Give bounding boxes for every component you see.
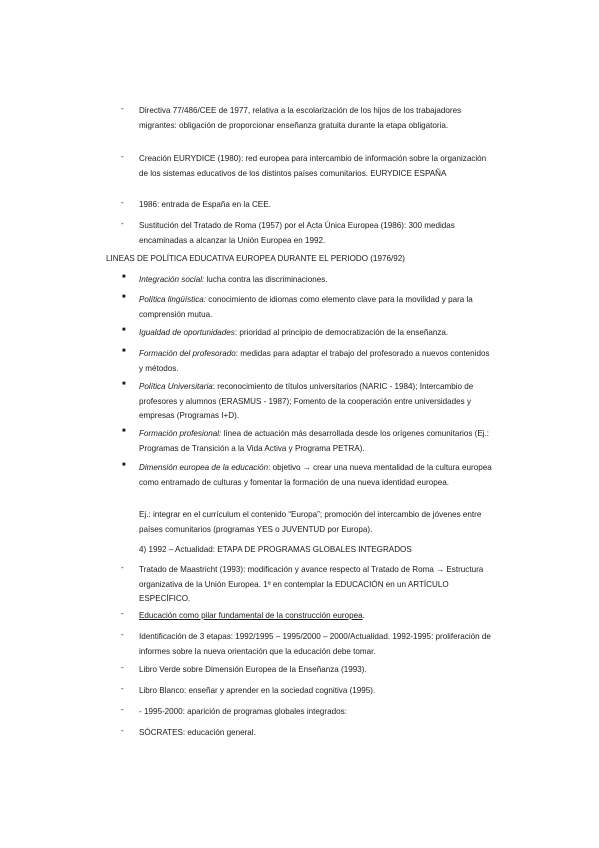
list-item — [106, 663, 492, 678]
list-item — [106, 630, 492, 659]
item-text: - 1995-2000: aparición de programas globales integrados: — [139, 707, 347, 716]
list-item — [106, 705, 492, 720]
dash-marker: - — [121, 705, 124, 714]
item-text — [139, 380, 492, 424]
list-item — [106, 609, 492, 624]
bullet-marker: ■ — [122, 294, 126, 300]
list-item — [106, 684, 492, 699]
item-lead: Formación del profesorado — [139, 349, 236, 358]
item-lead: Formación profesional: — [139, 429, 222, 438]
underlined-text: Educación como pilar fundamental de la construcción europea — [139, 611, 363, 620]
item-text — [139, 609, 492, 624]
list-item — [106, 726, 492, 741]
item-lead: Política lingüística: — [139, 295, 207, 304]
dash-marker: - — [121, 219, 124, 228]
item-text: SÓCRATES: educación general. — [139, 728, 256, 737]
list-item — [106, 347, 492, 376]
list-item — [106, 380, 492, 424]
item-rest: línea de actuación más desarrollada desde los orígenes comunitarios (Ej.: Programas de Transición a la Vida Activa y Programa PETRA). — [139, 429, 490, 453]
item-rest: lucha contra las discriminaciones. — [204, 275, 328, 284]
dash-marker: - — [121, 563, 124, 572]
list-item — [106, 461, 492, 490]
bullet-marker: ■ — [122, 381, 126, 387]
bullet-marker: ■ — [122, 274, 126, 280]
list-item — [106, 326, 492, 341]
bullet-marker: ■ — [122, 327, 126, 333]
item-text — [139, 461, 492, 490]
item-text: Creación EURYDICE (1980): red europea para intercambio de información sobre la organización de los sistemas educativos de los distintos países comunitarios. EURYDICE ESPAÑA — [139, 154, 487, 178]
dash-marker: - — [121, 630, 124, 639]
item-rest: : reconocimiento de títulos universitarios (NARIC - 1984); Intercambio de profesores y alumnos (ERASMUS - 1987); Fomento de la cooperación entre universidades y empresas (Programas I+D). — [139, 382, 474, 420]
item-text: Libro Blanco: enseñar y aprender en la sociedad cognitiva (1995). — [139, 686, 376, 695]
item-text: Libro Verde sobre Dimensión Europea de la Enseñanza (1993). — [139, 665, 367, 674]
item-lead: Política Universitaria — [139, 382, 213, 391]
list-item — [106, 273, 492, 288]
example-paragraph: Ej.: integrar en el currículum el contenido “Europa”; promoción del intercambio de jóvenes entre países comunitarios (programas YES o JUVENTUD por Europa). — [139, 510, 482, 534]
list-item — [106, 104, 492, 133]
item-rest: conocimiento de idiomas como elemento clave para la movilidad y para la comprensión mutua. — [139, 295, 473, 319]
item-text — [139, 293, 492, 322]
dash-marker: - — [121, 104, 124, 113]
dash-marker: - — [121, 609, 124, 618]
dash-marker: - — [121, 684, 124, 693]
bullet-marker: ■ — [122, 462, 126, 468]
item-rest: : medidas para adaptar el trabajo del profesorado a nuevos contenidos y métodos. — [139, 349, 490, 373]
list-item — [106, 219, 492, 248]
item-text: Sustitución del Tratado de Roma (1957) por el Acta Única Europea (1986): 300 medidas encaminadas a alcanzar la Unión Europea en 1992. — [139, 221, 455, 245]
list-item — [106, 563, 492, 607]
dash-marker: - — [121, 198, 124, 207]
item-lead: Integración social: — [139, 275, 205, 284]
item-lead: Igualdad de oportunidades — [139, 328, 235, 337]
bullet-marker: ■ — [122, 428, 126, 434]
trailing-period: . — [362, 611, 365, 620]
item-lead: Dimensión europea de la educación — [139, 463, 269, 472]
item-text — [139, 326, 492, 341]
item-rest: : prioridad al principio de democratización de la enseñanza. — [234, 328, 449, 337]
dash-marker: - — [121, 152, 124, 161]
item-text — [139, 273, 492, 288]
bullet-marker: ■ — [122, 348, 126, 354]
dash-marker: - — [121, 726, 124, 735]
list-item — [106, 152, 492, 181]
section-heading: LINEAS DE POLÍTICA EDUCATIVA EUROPEA DURANTE EL PERIODO (1976/92) — [106, 254, 405, 263]
list-item — [106, 198, 492, 213]
dash-marker: - — [121, 663, 124, 672]
item-text: Directiva 77/486/CEE de 1977, relativa a la escolarización de los hijos de los trabajadores migrantes: obligación de proporcionar enseñanza gratuita durante la etapa obligatoria. — [139, 106, 462, 130]
list-item — [106, 293, 492, 322]
item-text — [139, 347, 492, 376]
item-text: Tratado de Maastricht (1993): modificación y avance respecto al Tratado de Roma → Estructura organizativa de la Unión Europea. 1º en contemplar la EDUCACIÓN en un ARTÍCULO ESPECÍFICO. — [139, 565, 484, 603]
item-text: Identificación de 3 etapas: 1992/1995 – 1995/2000 – 2000/Actualidad. 1992-1995: proliferación de informes sobre la nueva orientación que la educación debe tomar. — [139, 632, 491, 656]
section-heading: 4) 1992 – Actualidad: ETAPA DE PROGRAMAS GLOBALES INTEGRADOS — [139, 545, 412, 554]
item-rest: : objetivo → crear una nueva mentalidad de la cultura europea como entramado de culturas y fomentar la formación de una nueva identidad europea. — [139, 463, 492, 487]
list-item — [106, 427, 492, 456]
item-text: 1986: entrada de España en la CEE. — [139, 200, 271, 209]
item-text — [139, 427, 492, 456]
